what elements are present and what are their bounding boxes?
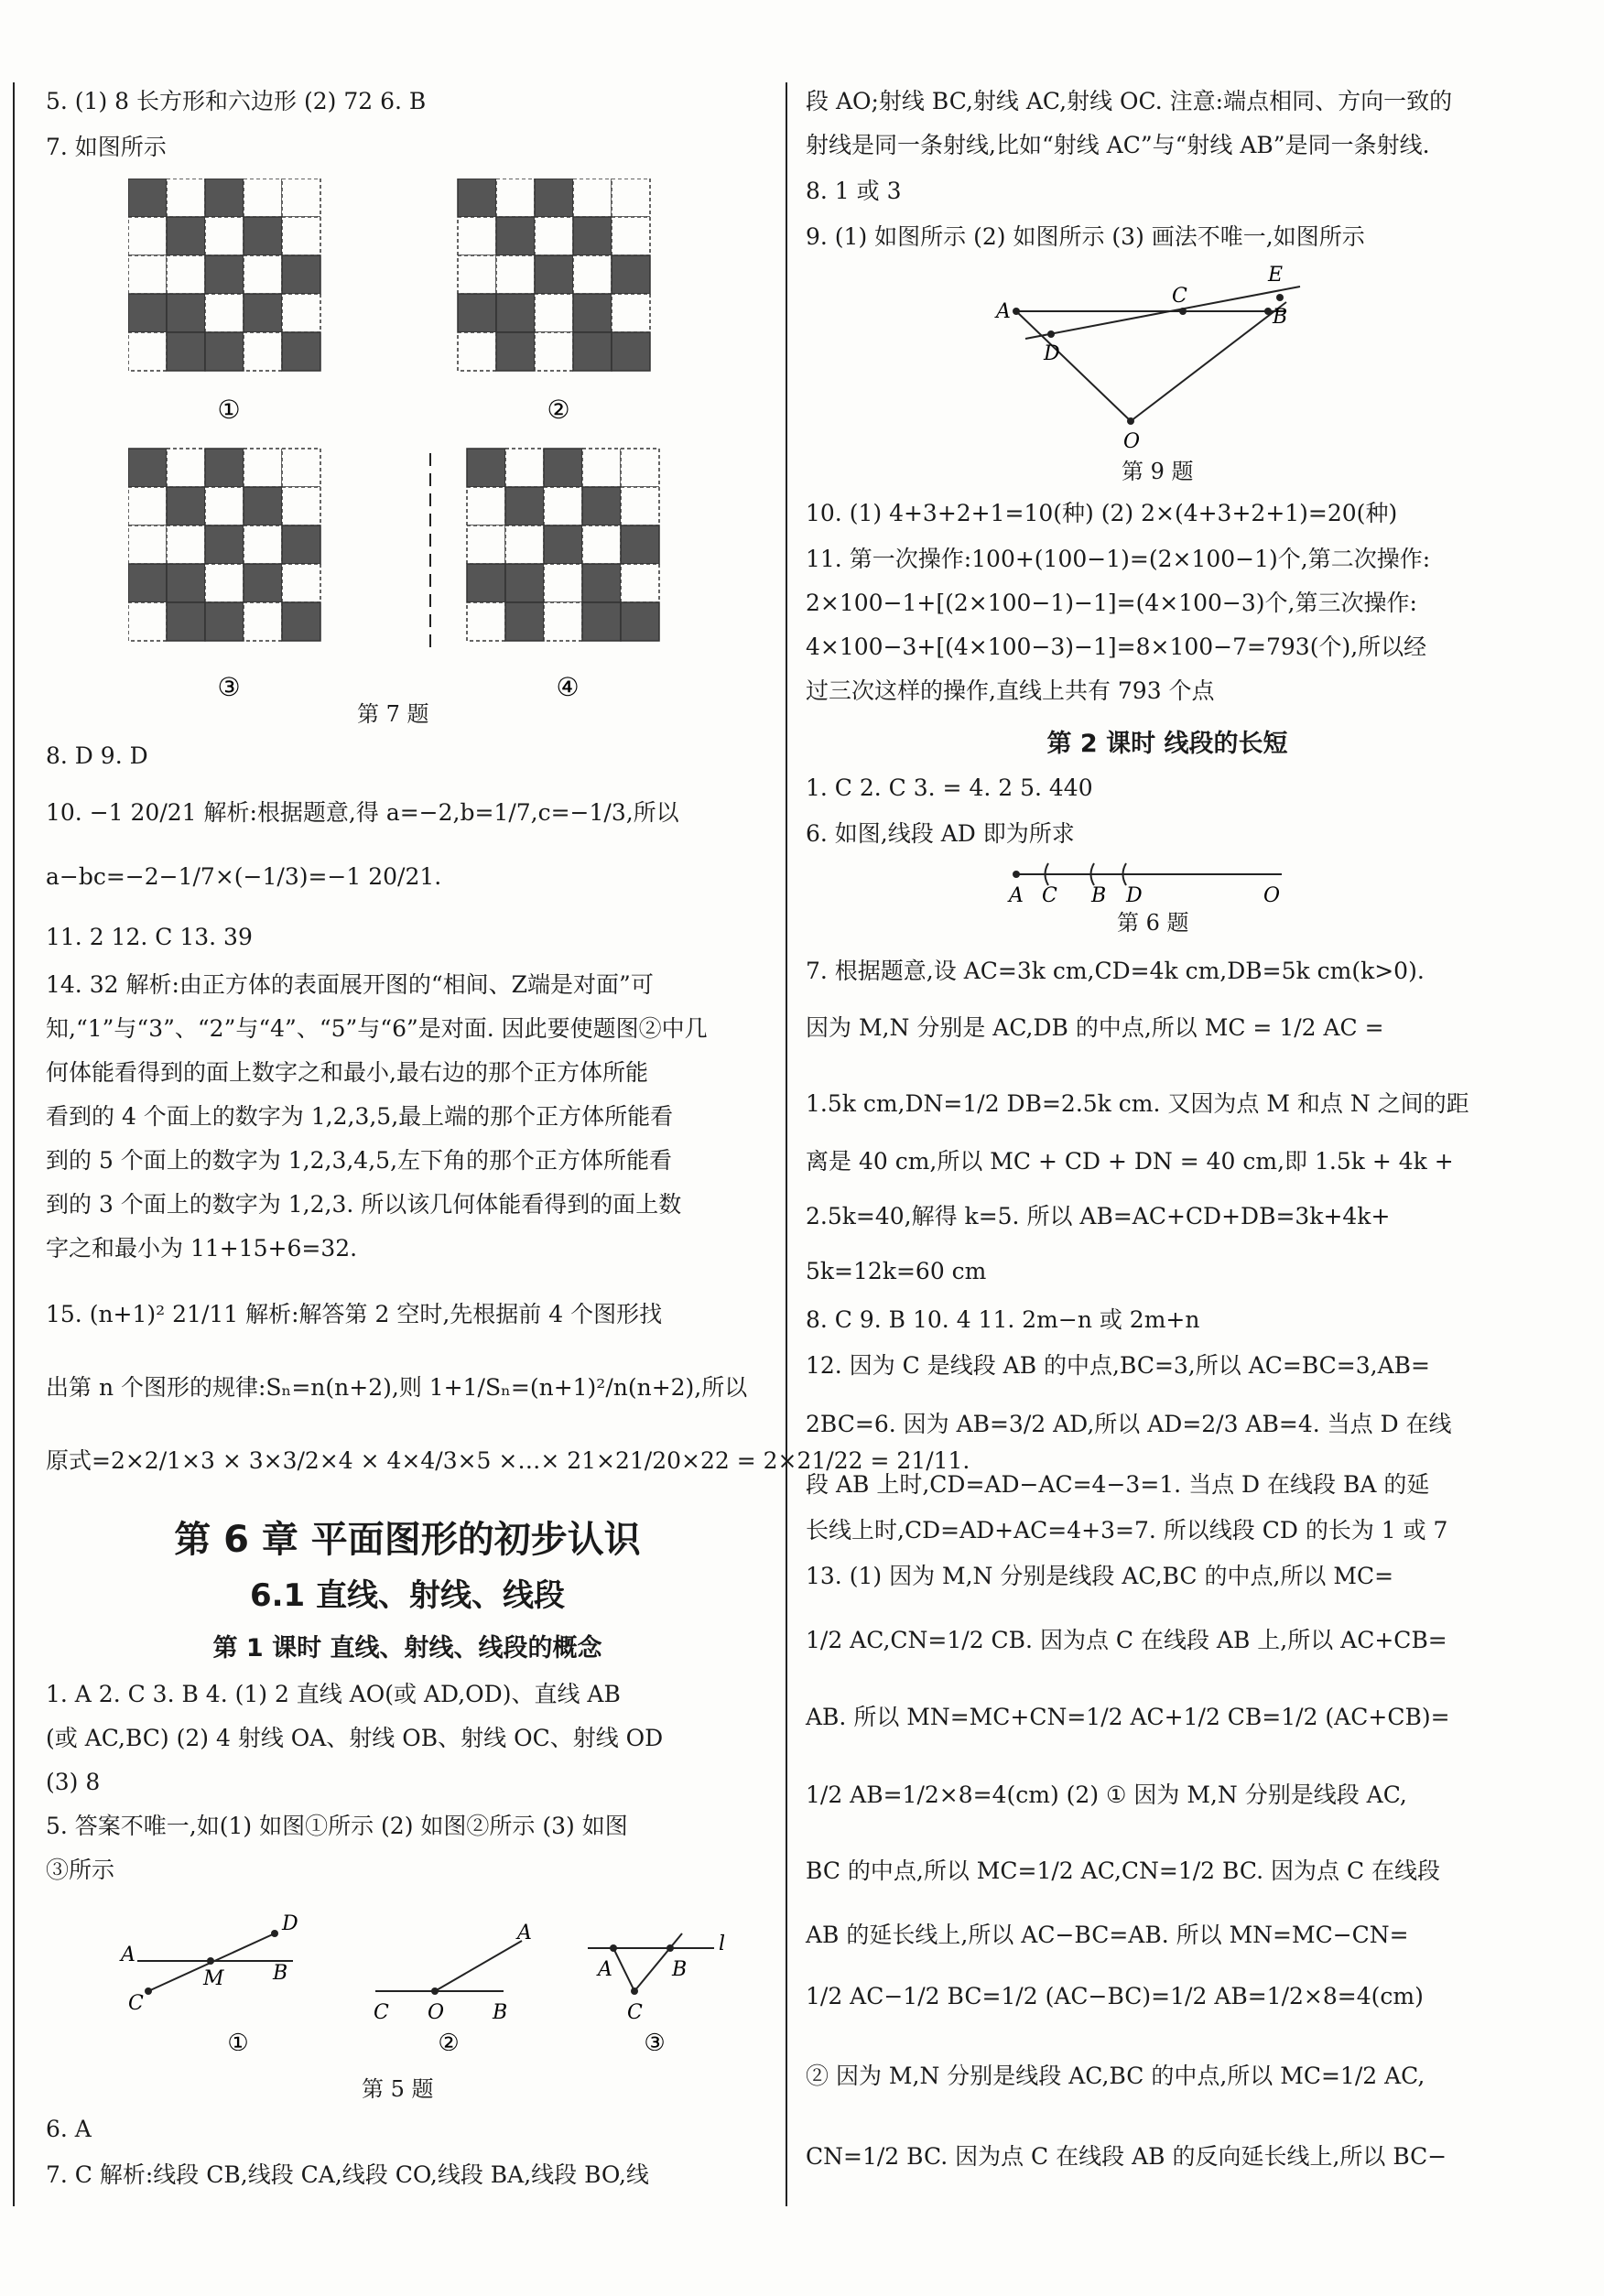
grid-cell: [244, 525, 282, 564]
grid-label-1: ①: [217, 395, 241, 425]
grid-cell: [282, 525, 320, 564]
grid-cell: [535, 217, 573, 255]
grid-label-2: ②: [547, 395, 570, 425]
grid-cell: [205, 487, 244, 525]
grid-cell: [505, 525, 544, 564]
grid-cell: [167, 525, 205, 564]
grid-cell: [458, 294, 496, 332]
grid-cell: [544, 564, 582, 602]
grid-cell: [128, 332, 167, 371]
figure-6: [1007, 856, 1300, 911]
fig9-O: O: [1123, 430, 1141, 453]
grid-cell: [128, 564, 167, 602]
grid-cell: [205, 217, 244, 255]
grid-cell: [282, 179, 320, 217]
grid-cell: [282, 564, 320, 602]
r-8: 8. 1 或 3: [806, 178, 902, 204]
grid-cell: [573, 255, 612, 294]
grid-cell: [496, 294, 535, 332]
grid-cell: [535, 294, 573, 332]
grid-cell: [282, 217, 320, 255]
fig5-label-1: ①: [227, 2030, 249, 2051]
fig5-label-3: ③: [644, 2030, 666, 2051]
grid-cell: [505, 449, 544, 487]
r-l0: 段 AO;射线 BC,射线 AC,射线 OC. 注意:端点相同、方向一致的: [806, 88, 1453, 114]
caption-fig9: 第 9 题: [1122, 459, 1194, 484]
t-13-l0: 13. (1) 因为 M,N 分别是线段 AC,BC 的中点,所以 MC=: [806, 1563, 1394, 1589]
grid-cell: [544, 602, 582, 641]
t-13-l8: CN=1/2 BC. 因为点 C 在线段 AB 的反向延长线上,所以 BC−: [806, 2143, 1447, 2170]
fig5c-l: l: [719, 1933, 726, 1955]
t-6: 6. 如图,线段 AD 即为所求: [806, 820, 1075, 847]
grid-cell: [505, 602, 544, 641]
answer-5: 5. (1) 8 长方形和六边形 (2) 72 6. B: [46, 88, 427, 114]
grid-cell: [282, 255, 320, 294]
grid-cell: [244, 255, 282, 294]
figure-5: [119, 1904, 742, 2051]
grid-cell: [496, 217, 535, 255]
grid-cell: [167, 332, 205, 371]
grid-cell: [128, 179, 167, 217]
column-divider: [786, 82, 787, 2206]
grid-cell: [167, 294, 205, 332]
lesson-2-title: 第 2 课时 线段的长短: [1046, 730, 1288, 758]
answer-14-l3: 看到的 4 个面上的数字为 1,2,3,5,最上端的那个正方体所能看: [46, 1103, 674, 1130]
grid-cell: [205, 294, 244, 332]
answer-15-l0: 15. (n+1)² 21/11 解析:解答第 2 空时,先根据前 4 个图形找: [46, 1301, 663, 1327]
fig5c-A: A: [598, 1958, 612, 1981]
grid-cell: [573, 179, 612, 217]
r-l1: 射线是同一条射线,比如“射线 AC”与“射线 AB”是同一条射线.: [806, 132, 1430, 158]
t-13-l5: AB 的延长线上,所以 AC−BC=AB. 所以 MN=MC−CN=: [806, 1922, 1409, 1948]
answer-7: 7. 如图所示: [46, 134, 167, 160]
grid-cell: [612, 294, 650, 332]
grid-cell: [573, 217, 612, 255]
fig5a-A: A: [121, 1944, 135, 1966]
t-13-l6: 1/2 AC−1/2 BC=1/2 (AC−BC)=1/2 AB=1/2×8=4(cm): [806, 1983, 1424, 2009]
grid-cell: [505, 564, 544, 602]
grid-cell: [128, 255, 167, 294]
lesson1-6: 6. A: [46, 2116, 92, 2142]
grid-cell: [505, 487, 544, 525]
grid-cell: [282, 449, 320, 487]
answer-14-l0: 14. 32 解析:由正方体的表面展开图的“相间、Z端是对面”可: [46, 971, 654, 998]
fig5a-B: B: [273, 1962, 288, 1985]
grid-cell: [621, 602, 659, 641]
grid-cell: [535, 332, 573, 371]
lesson-1-title: 第 1 课时 直线、射线、线段的概念: [212, 1634, 602, 1662]
grid-cell: [467, 449, 505, 487]
t-12-l2: 段 AB 上时,CD=AD−AC=4−3=1. 当点 D 在线段 BA 的延: [806, 1471, 1430, 1498]
grid-cell: [467, 602, 505, 641]
grid-cell: [467, 525, 505, 564]
t-12-l1: 2BC=6. 因为 AB=3/2 AD,所以 AD=2/3 AB=4. 当点 D 在线: [806, 1411, 1452, 1437]
section-title: 6.1 直线、射线、线段: [249, 1577, 566, 1614]
t-7-l3: 离是 40 cm,所以 MC + CD + DN = 40 cm,即 1.5k + 4k +: [806, 1148, 1454, 1175]
grid-cell: [582, 602, 621, 641]
caption-fig6: 第 6 题: [1117, 910, 1189, 936]
r-11-l2: 4×100−3+[(4×100−3)−1]=8×100−7=793(个),所以经: [806, 634, 1427, 660]
t-7-l2: 1.5k cm,DN=1/2 DB=2.5k cm. 又因为点 M 和点 N 之间的距: [806, 1090, 1469, 1117]
answer-14-l4: 到的 5 个面上的数字为 1,2,3,4,5,左下角的那个正方体所能看: [46, 1147, 673, 1174]
t-7-l0: 7. 根据题意,设 AC=3k cm,CD=4k cm,DB=5k cm(k>0).: [806, 958, 1425, 984]
grid-cell: [612, 179, 650, 217]
grid-cell: [244, 449, 282, 487]
grid-cell: [582, 487, 621, 525]
figure-9: [989, 261, 1337, 453]
answer-14-l1: 知,“1”与“3”、“2”与“4”、“5”与“6”是对面. 因此要使题图②中几: [46, 1015, 708, 1042]
fig6-D: D: [1126, 884, 1143, 907]
figure-7: [128, 179, 723, 774]
fig5b-C: C: [374, 2001, 389, 2024]
grid-cell: [167, 217, 205, 255]
grid-cell: [621, 449, 659, 487]
grid-cell: [612, 217, 650, 255]
answer-15-l1: 出第 n 个图形的规律:Sₙ=n(n+2),则 1+1/Sₙ=(n+1)²/n(n+2),所以: [46, 1374, 748, 1401]
t-7-l5: 5k=12k=60 cm: [806, 1258, 987, 1284]
fig5b-B: B: [493, 2001, 508, 2024]
grid-cell: [244, 332, 282, 371]
t-13-l7: ② 因为 M,N 分别是线段 AC,BC 的中点,所以 MC=1/2 AC,: [806, 2063, 1425, 2089]
grid-cell: [205, 525, 244, 564]
grid-cell: [128, 217, 167, 255]
grid-cell: [282, 294, 320, 332]
grid-cell: [205, 179, 244, 217]
grid-cell: [496, 255, 535, 294]
grid-cell: [282, 332, 320, 371]
grid-cell: [458, 217, 496, 255]
grid-cell: [205, 449, 244, 487]
grid-cell: [244, 179, 282, 217]
grid-cell: [496, 179, 535, 217]
grid-cell: [573, 294, 612, 332]
answer-14-l2: 何体能看得到的面上数字之和最小,最右边的那个正方体所能: [46, 1059, 648, 1086]
fig6-C: C: [1042, 884, 1057, 907]
grid-cell: [612, 255, 650, 294]
fig6-O: O: [1263, 884, 1281, 907]
left-margin-rule: [13, 82, 15, 2206]
answer-11-13: 11. 2 12. C 13. 39: [46, 924, 253, 950]
grid-cell: [621, 525, 659, 564]
fig9-D: D: [1044, 342, 1060, 365]
fig9-E: E: [1268, 264, 1284, 287]
t-1-5: 1. C 2. C 3. = 4. 2 5. 440: [806, 774, 1093, 801]
t-7-l1: 因为 M,N 分别是 AC,DB 的中点,所以 MC = 1/2 AC =: [806, 1014, 1384, 1041]
chapter-title: 第 6 章 平面图形的初步认识: [174, 1519, 641, 1561]
grid-cell: [458, 332, 496, 371]
grid-cell: [458, 255, 496, 294]
t-13-l2: AB. 所以 MN=MC+CN=1/2 AC+1/2 CB=1/2 (AC+CB)=: [806, 1704, 1450, 1730]
grid-cell: [535, 255, 573, 294]
grid-cell: [128, 449, 167, 487]
lesson1-l2: (3) 8: [46, 1769, 101, 1795]
fig5b-A: A: [517, 1922, 532, 1944]
t-8-11: 8. C 9. B 10. 4 11. 2m−n 或 2m+n: [806, 1306, 1200, 1333]
fig5a-D: D: [282, 1912, 298, 1935]
answer-15-l2: 原式=2×2/1×3 × 3×3/2×4 × 4×4/3×5 ×…× 21×21/20×22 = 2×21/22 = 21/11.: [46, 1447, 970, 1474]
grid-cell: [205, 602, 244, 641]
grid-label-4: ④: [556, 672, 580, 702]
fig5-label-2: ②: [438, 2030, 460, 2051]
grid-cell: [244, 487, 282, 525]
lesson1-l1: (或 AC,BC) (2) 4 射线 OA、射线 OB、射线 OC、射线 OD: [46, 1725, 664, 1751]
grid-cell: [282, 487, 320, 525]
grid-cell: [535, 179, 573, 217]
fig9-C: C: [1172, 285, 1187, 308]
grid-cell: [167, 255, 205, 294]
fig5c-B: B: [672, 1958, 688, 1981]
grid-cell: [496, 332, 535, 371]
answer-8-9: 8. D 9. D: [46, 742, 148, 769]
t-13-l1: 1/2 AC,CN=1/2 CB. 因为点 C 在线段 AB 上,所以 AC+CB=: [806, 1627, 1447, 1653]
grid-cell: [205, 255, 244, 294]
answer-10a: 10. −1 20/21 解析:根据题意,得 a=−2,b=1/7,c=−1/3,所以: [46, 799, 679, 826]
t-12-l0: 12. 因为 C 是线段 AB 的中点,BC=3,所以 AC=BC=3,AB=: [806, 1352, 1430, 1379]
grid-cell: [244, 217, 282, 255]
grid-cell: [467, 487, 505, 525]
fig9-A: A: [996, 300, 1011, 323]
grid-cell: [573, 332, 612, 371]
grid-cell: [582, 525, 621, 564]
fig6-A: A: [1009, 884, 1024, 907]
lesson1-l3: 5. 答案不唯一,如(1) 如图①所示 (2) 如图②所示 (3) 如图: [46, 1813, 628, 1839]
caption-fig7: 第 7 题: [357, 701, 429, 727]
t-13-l3: 1/2 AB=1/2×8=4(cm) (2) ① 因为 M,N 分别是线段 AC,: [806, 1782, 1407, 1808]
grid-cell: [167, 564, 205, 602]
grid-cell: [621, 564, 659, 602]
answer-14-l5: 到的 3 个面上的数字为 1,2,3. 所以该几何体能看得到的面上数: [46, 1191, 682, 1218]
fig5a-C: C: [128, 1992, 144, 2015]
r-11-l0: 11. 第一次操作:100+(100−1)=(2×100−1)个,第二次操作:: [806, 546, 1431, 572]
fig5c-C: C: [627, 2001, 643, 2024]
grid-cell: [582, 449, 621, 487]
grid-cell: [582, 564, 621, 602]
t-12-l3: 长线上时,CD=AD+AC=4+3=7. 所以线段 CD 的长为 1 或 7: [806, 1517, 1448, 1543]
grid-cell: [167, 179, 205, 217]
fig6-B: B: [1091, 884, 1107, 907]
answer-14-l6: 字之和最小为 11+15+6=32.: [46, 1235, 358, 1262]
fig5a-M: M: [203, 1967, 224, 1990]
grid-cell: [205, 564, 244, 602]
t-7-l4: 2.5k=40,解得 k=5. 所以 AB=AC+CD+DB=3k+4k+: [806, 1203, 1391, 1229]
grid-cell: [612, 332, 650, 371]
grid-cell: [128, 602, 167, 641]
grid-cell: [282, 602, 320, 641]
grid-label-3: ③: [217, 672, 241, 702]
grid-cell: [128, 525, 167, 564]
grid-cell: [244, 602, 282, 641]
grid-cell: [167, 449, 205, 487]
grid-cell: [244, 294, 282, 332]
fig5b-O: O: [428, 2001, 445, 2024]
grid-cell: [544, 449, 582, 487]
grid-cell: [244, 564, 282, 602]
fig9-B: B: [1273, 306, 1288, 329]
lesson1-7: 7. C 解析:线段 CB,线段 CA,线段 CO,线段 BA,线段 BO,线: [46, 2161, 649, 2188]
answer-10b: a−bc=−2−1/7×(−1/3)=−1 20/21.: [46, 863, 442, 890]
t-13-l4: BC 的中点,所以 MC=1/2 AC,CN=1/2 BC. 因为点 C 在线段: [806, 1857, 1441, 1884]
r-11-l1: 2×100−1+[(2×100−1)−1]=(4×100−3)个,第三次操作:: [806, 590, 1417, 616]
grid-cell: [128, 294, 167, 332]
grid-cell: [167, 487, 205, 525]
lesson1-l4: ③所示: [46, 1857, 115, 1883]
r-9: 9. (1) 如图所示 (2) 如图所示 (3) 画法不唯一,如图所示: [806, 223, 1365, 250]
caption-fig5: 第 5 题: [362, 2076, 434, 2102]
grid-cell: [205, 332, 244, 371]
r-10: 10. (1) 4+3+2+1=10(种) (2) 2×(4+3+2+1)=20(种): [806, 500, 1398, 526]
r-11-l3: 过三次这样的操作,直线上共有 793 个点: [806, 677, 1215, 704]
grid-cell: [458, 179, 496, 217]
grid-cell: [544, 487, 582, 525]
grid-cell: [167, 602, 205, 641]
grid-cell: [621, 487, 659, 525]
lesson1-l0: 1. A 2. C 3. B 4. (1) 2 直线 AO(或 AD,OD)、直线 AB: [46, 1681, 621, 1707]
grid-cell: [128, 487, 167, 525]
grid-cell: [467, 564, 505, 602]
grid-cell: [544, 525, 582, 564]
